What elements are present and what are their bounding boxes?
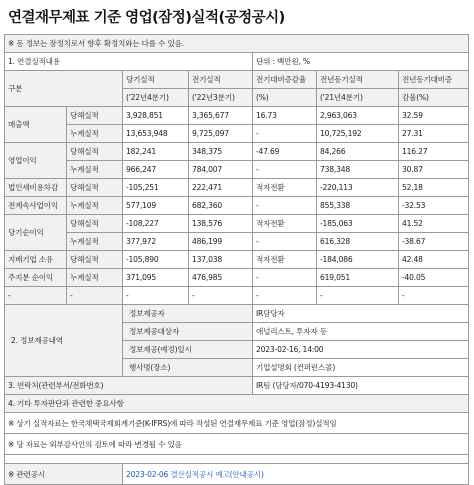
table-row xyxy=(5,233,469,251)
table-row xyxy=(5,215,469,233)
section4-row xyxy=(5,395,469,413)
header-yoy: 전년동기대비증 xyxy=(399,71,469,89)
page-title: 연결재무제표 기준 영업(잠정)실적(공정공시) xyxy=(8,10,285,26)
cell-yoy-base: 84,266 xyxy=(317,143,399,161)
cell-yoy: 116.27 xyxy=(399,143,469,161)
cell-prev: 222,471 xyxy=(189,179,253,197)
cell-current: 377,972 xyxy=(123,233,189,251)
cell-prev: 348,375 xyxy=(189,143,253,161)
cell-qoq: - xyxy=(253,125,317,143)
cell-current: 13,653,948 xyxy=(123,125,189,143)
info-key: 정보제공(예정)일시 xyxy=(123,341,253,359)
header-yoy-sub: 감율(%) xyxy=(399,89,469,107)
header-row-1 xyxy=(5,71,469,89)
note-text: ※ 상기 실적자료는 한국채택국제회계기준(K-IFRS)에 따라 작성된 연결재무제표 기준 영업(잠정)실적임 xyxy=(5,413,469,434)
dash-cell: - xyxy=(253,287,317,305)
related-row xyxy=(5,464,469,485)
dash-cell: - xyxy=(67,287,123,305)
related-label: ※ 관련공시 xyxy=(5,464,123,485)
header-category: 구분 xyxy=(5,71,123,107)
row-item-label: 매출액 xyxy=(5,107,67,143)
cell-current: -105,890 xyxy=(123,251,189,269)
section1-row xyxy=(5,53,469,71)
header-prev-sub: ('22년3분기) xyxy=(189,89,253,107)
table-row xyxy=(5,251,469,269)
section3-label: 3. 연락처(관련부서/전화번호) xyxy=(5,377,253,395)
dash-cell: - xyxy=(5,287,67,305)
contact-value: IR팀 (담당자/070-4193-4130) xyxy=(253,377,469,395)
cell-yoy: 41.52 xyxy=(399,215,469,233)
cell-current: 182,241 xyxy=(123,143,189,161)
info-row xyxy=(5,305,469,323)
notice-text: ※ 동 정보는 잠정치로서 향후 확정치와는 다를 수 있음. xyxy=(5,35,469,53)
cell-prev: 682,360 xyxy=(189,197,253,215)
cell-yoy: 30.87 xyxy=(399,161,469,179)
cell-qoq: -47.69 xyxy=(253,143,317,161)
section4-label: 4. 기타 투자판단과 관련한 중요사항 xyxy=(5,395,469,413)
info-key: 정보제공자 xyxy=(123,305,253,323)
row-period: 누계실적 xyxy=(67,161,123,179)
cell-prev: 486,199 xyxy=(189,233,253,251)
table-row xyxy=(5,179,469,197)
cell-current: 577,109 xyxy=(123,197,189,215)
info-value: IR담당자 xyxy=(253,305,469,323)
row-period: 당해실적 xyxy=(67,179,123,197)
cell-current: 371,095 xyxy=(123,269,189,287)
cell-prev: 476,985 xyxy=(189,269,253,287)
row-period: 누계실적 xyxy=(67,269,123,287)
row-period: 누계실적 xyxy=(67,125,123,143)
header-current-sub: ('22년4분기) xyxy=(123,89,189,107)
cell-qoq: 16.73 xyxy=(253,107,317,125)
spacer-row xyxy=(5,455,469,464)
section1-label: 1. 연결실적내용 xyxy=(5,53,253,71)
table-row xyxy=(5,161,469,179)
related-disclosure-link[interactable]: 2023-02-06 결산실적공시 예고(안내공시) xyxy=(126,469,264,479)
note-row xyxy=(5,434,469,455)
cell-yoy-base: 10,725,192 xyxy=(317,125,399,143)
dash-cell: - xyxy=(123,287,189,305)
header-prev: 전기실적 xyxy=(189,71,253,89)
header-qoq-sub: (%) xyxy=(253,89,317,107)
cell-prev: 784,007 xyxy=(189,161,253,179)
header-yoy-base: 전년동기실적 xyxy=(317,71,399,89)
row-period: 누계실적 xyxy=(67,233,123,251)
section2-label: 2. 정보제공내역 xyxy=(5,305,123,377)
table-row xyxy=(5,107,469,125)
table-row xyxy=(5,197,469,215)
cell-qoq: - xyxy=(253,161,317,179)
cell-yoy: 32.59 xyxy=(399,107,469,125)
cell-yoy-base: 619,051 xyxy=(317,269,399,287)
contact-row xyxy=(5,377,469,395)
cell-qoq: 적자전환 xyxy=(253,215,317,233)
row-period: 당해실적 xyxy=(67,107,123,125)
cell-yoy-base: -184,086 xyxy=(317,251,399,269)
dash-cell: - xyxy=(317,287,399,305)
header-current: 당기실적 xyxy=(123,71,189,89)
row-item-label: 당기순이익 xyxy=(5,215,67,251)
row-item-label: 전계속사업이익 xyxy=(5,197,67,215)
info-value: 기업설명회 (컨퍼런스콜) xyxy=(253,359,469,377)
info-key: 정보제공대상자 xyxy=(123,323,253,341)
cell-prev: 137,038 xyxy=(189,251,253,269)
disclosure-table xyxy=(4,34,469,485)
cell-yoy-base: 738,348 xyxy=(317,161,399,179)
empty-row xyxy=(5,287,469,305)
note-row xyxy=(5,413,469,434)
info-value: 2023-02-16, 14:00 xyxy=(253,341,469,359)
cell-yoy: -38.67 xyxy=(399,233,469,251)
dash-cell: - xyxy=(399,287,469,305)
unit-label: 단위 : 백만원, % xyxy=(253,53,469,71)
cell-yoy-base: -185,063 xyxy=(317,215,399,233)
cell-qoq: 적자전환 xyxy=(253,251,317,269)
row-period: 당해실적 xyxy=(67,143,123,161)
cell-yoy-base: 2,963,063 xyxy=(317,107,399,125)
cell-current: 966,247 xyxy=(123,161,189,179)
info-value: 애널리스트, 투자자 등 xyxy=(253,323,469,341)
note-text: ※ 당 자료는 외부감사인의 검토에 따라 변경될 수 있음 xyxy=(5,434,469,455)
cell-qoq: - xyxy=(253,233,317,251)
cell-yoy-base: 855,338 xyxy=(317,197,399,215)
notice-row xyxy=(5,35,469,53)
cell-prev: 3,365,677 xyxy=(189,107,253,125)
row-period: 누계실적 xyxy=(67,197,123,215)
row-period: 당해실적 xyxy=(67,251,123,269)
row-item-label: 주지분 순이익 xyxy=(5,269,67,287)
cell-yoy: -32.53 xyxy=(399,197,469,215)
cell-yoy-base: 616,328 xyxy=(317,233,399,251)
table-row xyxy=(5,125,469,143)
cell-qoq: - xyxy=(253,269,317,287)
table-row xyxy=(5,143,469,161)
related-cell xyxy=(123,464,469,485)
header-qoq: 전기대비증감율 xyxy=(253,71,317,89)
info-key: 행사명(장소) xyxy=(123,359,253,377)
row-period: 당해실적 xyxy=(67,215,123,233)
table-row xyxy=(5,269,469,287)
cell-prev: 9,725,097 xyxy=(189,125,253,143)
cell-current: -105,251 xyxy=(123,179,189,197)
cell-qoq: - xyxy=(253,197,317,215)
cell-yoy: -40.05 xyxy=(399,269,469,287)
row-item-label: 영업이익 xyxy=(5,143,67,179)
cell-yoy: 27.31 xyxy=(399,125,469,143)
cell-qoq: 적자전환 xyxy=(253,179,317,197)
spacer-cell xyxy=(5,455,469,464)
cell-prev: 138,576 xyxy=(189,215,253,233)
cell-yoy: 52.18 xyxy=(399,179,469,197)
row-item-label: 지배기업 소유 xyxy=(5,251,67,269)
dash-cell: - xyxy=(189,287,253,305)
cell-yoy: 42.48 xyxy=(399,251,469,269)
cell-current: -108,227 xyxy=(123,215,189,233)
cell-yoy-base: -220,113 xyxy=(317,179,399,197)
cell-current: 3,928,851 xyxy=(123,107,189,125)
row-item-label: 법인세비용차감 xyxy=(5,179,67,197)
header-yoy-base-sub: ('21년4분기) xyxy=(317,89,399,107)
